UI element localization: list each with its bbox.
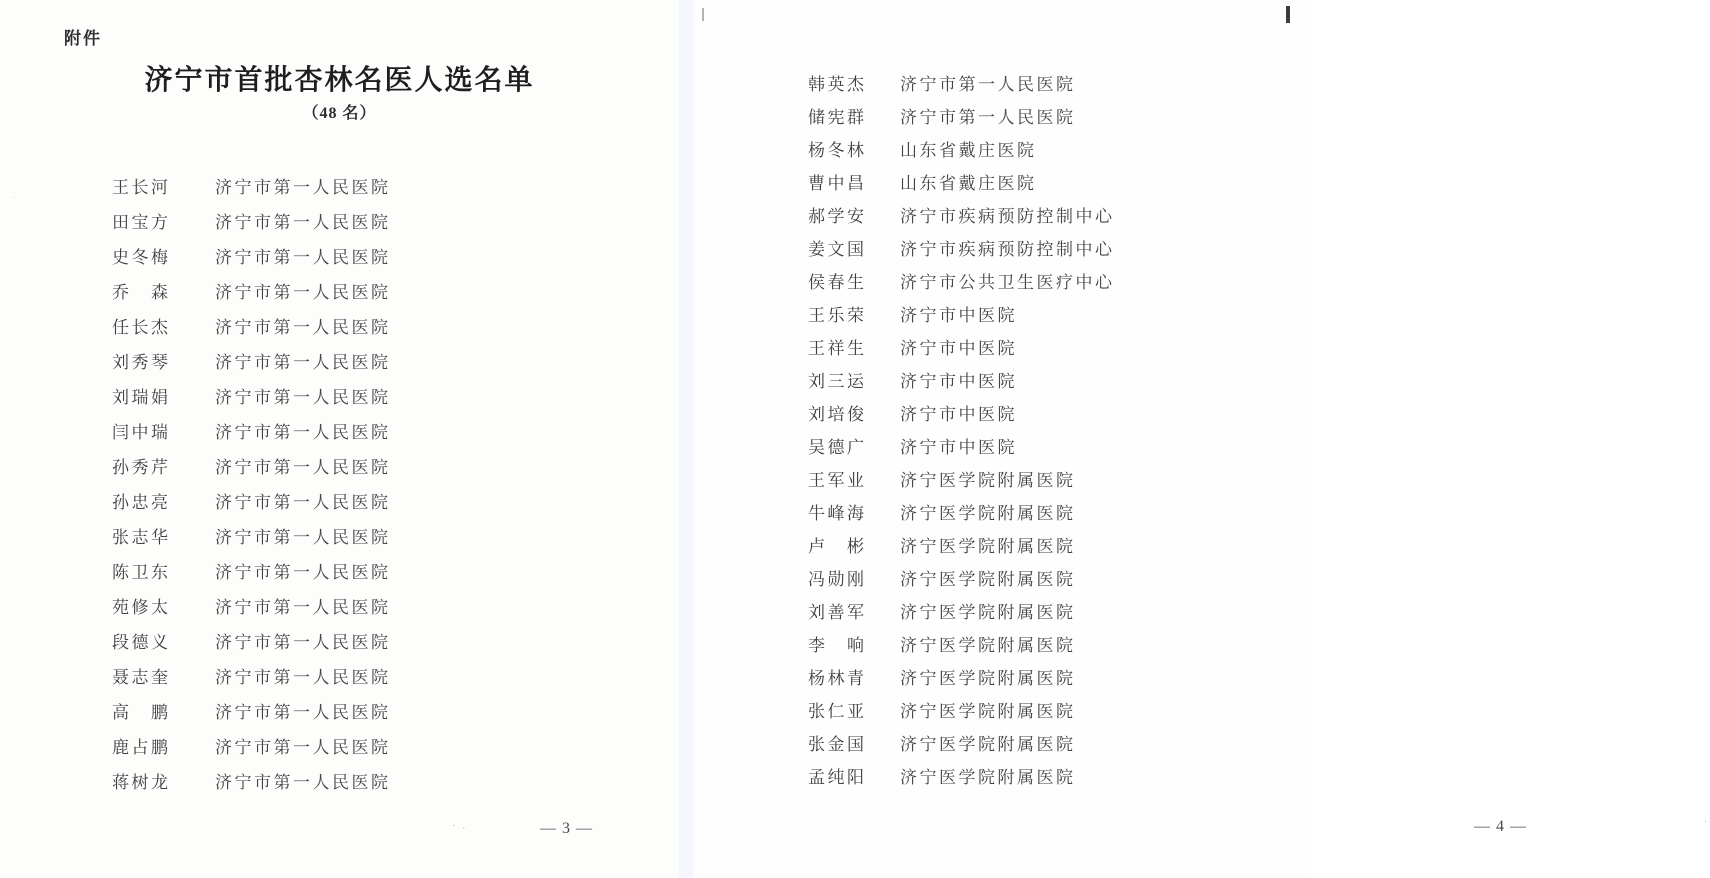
list-item [112,205,391,240]
list-item [808,629,1115,662]
list-item [808,530,1115,563]
doctor-name: 杨冬林 [808,141,867,160]
doctor-hospital: 济宁市中医院 [900,339,1017,358]
doctor-name: 王祥生 [808,339,867,358]
doctor-hospital: 济宁市第一人民医院 [215,703,391,722]
doctor-name: 吴德广 [808,438,867,457]
list-item [808,728,1115,761]
doctor-name: 任长杰 [112,318,171,337]
doctor-name: 王长河 [112,178,171,197]
doctor-hospital: 济宁市中医院 [900,405,1017,424]
doctor-name: 刘培俊 [808,405,867,424]
doctor-name: 姜文国 [808,240,867,259]
doctor-hospital: 济宁医学院附属医院 [900,603,1076,622]
list-item [112,240,391,275]
doctor-hospital: 济宁市第一人民医院 [215,388,391,407]
attachment-label: 附件 [64,29,102,48]
doctor-name: 田宝方 [112,213,171,232]
doctor-hospital: 济宁市公共卫生医疗中心 [900,273,1115,292]
doctor-name: 段德义 [112,633,171,652]
doctor-name: 陈卫东 [112,563,171,582]
doctor-hospital: 济宁市中医院 [900,306,1017,325]
doctor-hospital: 济宁市第一人民医院 [215,563,391,582]
doctor-hospital: 济宁市第一人民医院 [215,213,391,232]
doctor-name: 鹿占鹏 [112,738,171,757]
doctor-name: 刘三运 [808,372,867,391]
doctor-name: 张金国 [808,735,867,754]
doctor-name: 李 响 [808,636,867,655]
list-item [808,200,1115,233]
doctor-hospital: 山东省戴庄医院 [900,141,1037,160]
doctor-name: 刘善军 [808,603,867,622]
doctor-name: 杨林青 [808,669,867,688]
page-gutter [679,0,694,878]
list-item [808,68,1115,101]
list-item [808,266,1115,299]
scan-speck: · . [452,820,468,832]
list-item [112,485,391,520]
list-item [112,380,391,415]
doctor-hospital: 济宁市第一人民医院 [215,248,391,267]
doctor-name: 高 鹏 [112,703,171,722]
page-title: 济宁市首批杏林名医人选名单 [144,65,535,96]
doctor-hospital: 济宁市中医院 [900,438,1017,457]
doctor-hospital: 济宁市第一人民医院 [215,318,391,337]
list-item [112,170,391,205]
doctor-name: 孟纯阳 [808,768,867,787]
doctor-name: 刘秀琴 [112,353,171,372]
doctor-name: 张仁亚 [808,702,867,721]
list-item [112,660,391,695]
doctor-name: 韩英杰 [808,75,867,94]
doctor-name: 牛峰海 [808,504,867,523]
scan-tick-mark [1286,6,1290,23]
doctor-hospital: 济宁医学院附属医院 [900,537,1076,556]
list-item [112,625,391,660]
doctor-name: 王军业 [808,471,867,490]
list-item [808,233,1115,266]
list-item [112,730,391,765]
doctor-hospital: 济宁市第一人民医院 [215,598,391,617]
list-item [112,555,391,590]
list-item [808,101,1115,134]
doctor-name: 储宪群 [808,108,867,127]
list-item [112,310,391,345]
scan-tick-mark [702,8,704,21]
doctor-name: 郝学安 [808,207,867,226]
list-item [808,497,1115,530]
list-item [112,345,391,380]
list-item [112,450,391,485]
doctor-hospital: 济宁市第一人民医院 [215,423,391,442]
doctor-hospital: 济宁医学院附属医院 [900,471,1076,490]
doctor-hospital: 济宁医学院附属医院 [900,702,1076,721]
list-item [808,761,1115,794]
doctor-name: 侯春生 [808,273,867,292]
doctor-hospital: 山东省戴庄医院 [900,174,1037,193]
doctor-hospital: 济宁医学院附属医院 [900,735,1076,754]
doctor-name: 孙忠亮 [112,493,171,512]
page-number-3: — 3 — [540,820,593,837]
list-item [112,520,391,555]
doctor-name: 苑修太 [112,598,171,617]
page-4 [694,0,1710,878]
doctor-name: 张志华 [112,528,171,547]
doctor-hospital: 济宁市第一人民医院 [215,668,391,687]
list-item [808,464,1115,497]
page-subtitle: （48 名） [302,105,377,122]
doctor-hospital: 济宁市疾病预防控制中心 [900,240,1115,259]
doctor-hospital: 济宁医学院附属医院 [900,636,1076,655]
list-item [808,299,1115,332]
doctor-hospital: 济宁医学院附属医院 [900,768,1076,787]
list-item [808,167,1115,200]
scan-speck: · [1704,816,1710,828]
doctor-hospital: 济宁市第一人民医院 [215,283,391,302]
doctor-list-page-4 [808,68,1115,794]
doctor-hospital: 济宁市第一人民医院 [215,458,391,477]
doctor-name: 刘瑞娟 [112,388,171,407]
doctor-list-page-3 [112,170,391,800]
list-item [112,695,391,730]
doctor-name: 史冬梅 [112,248,171,267]
doctor-hospital: 济宁市第一人民医院 [215,738,391,757]
scan-speck: · [12,192,18,204]
list-item [808,332,1115,365]
doctor-hospital: 济宁市第一人民医院 [215,493,391,512]
doctor-name: 闫中瑞 [112,423,171,442]
doctor-hospital: 济宁市第一人民医院 [215,353,391,372]
doctor-hospital: 济宁市第一人民医院 [215,178,391,197]
list-item [808,662,1115,695]
list-item [808,563,1115,596]
list-item [808,398,1115,431]
doctor-name: 聂志奎 [112,668,171,687]
doctor-hospital: 济宁医学院附属医院 [900,570,1076,589]
doctor-name: 王乐荣 [808,306,867,325]
list-item [808,695,1115,728]
doctor-hospital: 济宁市第一人民医院 [215,773,391,792]
list-item [112,765,391,800]
doctor-name: 孙秀芹 [112,458,171,477]
doctor-hospital: 济宁市第一人民医院 [215,633,391,652]
page-number-4: — 4 — [1474,818,1527,835]
doctor-hospital: 济宁市中医院 [900,372,1017,391]
doctor-hospital: 济宁市第一人民医院 [900,108,1076,127]
list-item [808,596,1115,629]
list-item [808,431,1115,464]
doctor-hospital: 济宁医学院附属医院 [900,504,1076,523]
list-item [808,365,1115,398]
list-item [112,415,391,450]
list-item [112,590,391,625]
list-item [112,275,391,310]
doctor-name: 卢 彬 [808,537,867,556]
list-item [808,134,1115,167]
doctor-hospital: 济宁市第一人民医院 [215,528,391,547]
doctor-name: 乔 森 [112,283,171,302]
doctor-name: 蒋树龙 [112,773,171,792]
doctor-name: 冯勋刚 [808,570,867,589]
page-3 [0,0,679,878]
doctor-name: 曹中昌 [808,174,867,193]
doctor-hospital: 济宁市第一人民医院 [900,75,1076,94]
doctor-hospital: 济宁市疾病预防控制中心 [900,207,1115,226]
doctor-hospital: 济宁医学院附属医院 [900,669,1076,688]
